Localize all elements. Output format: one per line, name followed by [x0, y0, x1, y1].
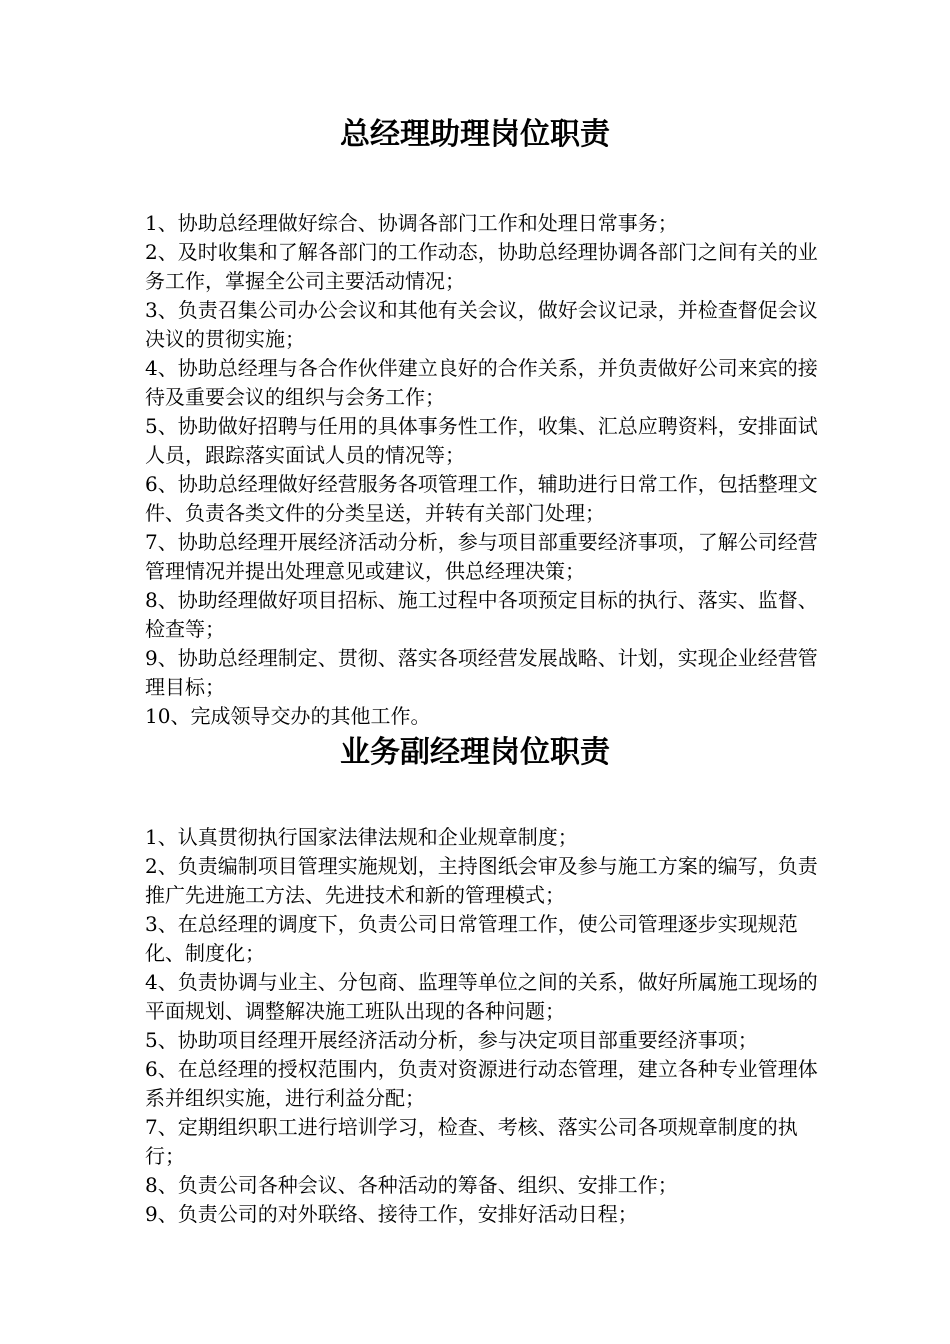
duty-item: 5、协助项目经理开展经济活动分析，参与决定项目部重要经济事项； — [145, 1028, 758, 1052]
duty-item: 3、在总经理的调度下，负责公司日常管理工作，使公司管理逐步实现规范化、制度化； — [145, 912, 798, 965]
section-title-assistant-gm: 总经理助理岗位职责 — [340, 117, 610, 152]
duty-item: 5、协助做好招聘与任用的具体事务性工作，收集、汇总应聘资料，安排面试人员，跟踪落实面试人员的情况等； — [145, 414, 818, 467]
duty-item: 10、完成领导交办的其他工作。 — [145, 704, 431, 728]
duty-item: 2、及时收集和了解各部门的工作动态，协助总经理协调各部门之间有关的业务工作，掌握全公司主要活动情况； — [145, 240, 818, 293]
duty-item: 9、协助总经理制定、贯彻、落实各项经营发展战略、计划，实现企业经营管理目标； — [145, 646, 818, 699]
duty-item: 1、认真贯彻执行国家法律法规和企业规章制度； — [145, 825, 578, 849]
duty-item: 6、协助总经理做好经营服务各项管理工作，辅助进行日常工作，包括整理文件、负责各类文件的分类呈送，并转有关部门处理； — [145, 472, 818, 525]
section-title-business-deputy: 业务副经理岗位职责 — [340, 735, 610, 770]
duty-list-business-deputy — [145, 823, 825, 1229]
duty-item: 1、协助总经理做好综合、协调各部门工作和处理日常事务； — [145, 211, 678, 235]
duty-item: 3、负责召集公司办公会议和其他有关会议，做好会议记录，并检查督促会议决议的贯彻实施； — [145, 298, 818, 351]
duty-list-assistant-gm — [145, 209, 825, 731]
duty-item: 4、协助总经理与各合作伙伴建立良好的合作关系，并负责做好公司来宾的接待及重要会议的组织与会务工作； — [145, 356, 818, 409]
duty-item: 8、协助经理做好项目招标、施工过程中各项预定目标的执行、落实、监督、检查等； — [145, 588, 818, 641]
duty-item: 9、负责公司的对外联络、接待工作，安排好活动日程； — [145, 1202, 638, 1226]
duty-item: 8、负责公司各种会议、各种活动的筹备、组织、安排工作； — [145, 1173, 678, 1197]
duty-item: 7、协助总经理开展经济活动分析，参与项目部重要经济事项，了解公司经营管理情况并提出处理意见或建议，供总经理决策； — [145, 530, 818, 583]
duty-item: 2、负责编制项目管理实施规划，主持图纸会审及参与施工方案的编写，负责推广先进施工方法、先进技术和新的管理模式； — [145, 854, 818, 907]
duty-item: 6、在总经理的授权范围内，负责对资源进行动态管理，建立各种专业管理体系并组织实施，进行利益分配； — [145, 1057, 818, 1110]
duty-item: 4、负责协调与业主、分包商、监理等单位之间的关系，做好所属施工现场的平面规划、调整解决施工班队出现的各种问题； — [145, 970, 818, 1023]
duty-item: 7、定期组织职工进行培训学习，检查、考核、落实公司各项规章制度的执行； — [145, 1115, 798, 1168]
